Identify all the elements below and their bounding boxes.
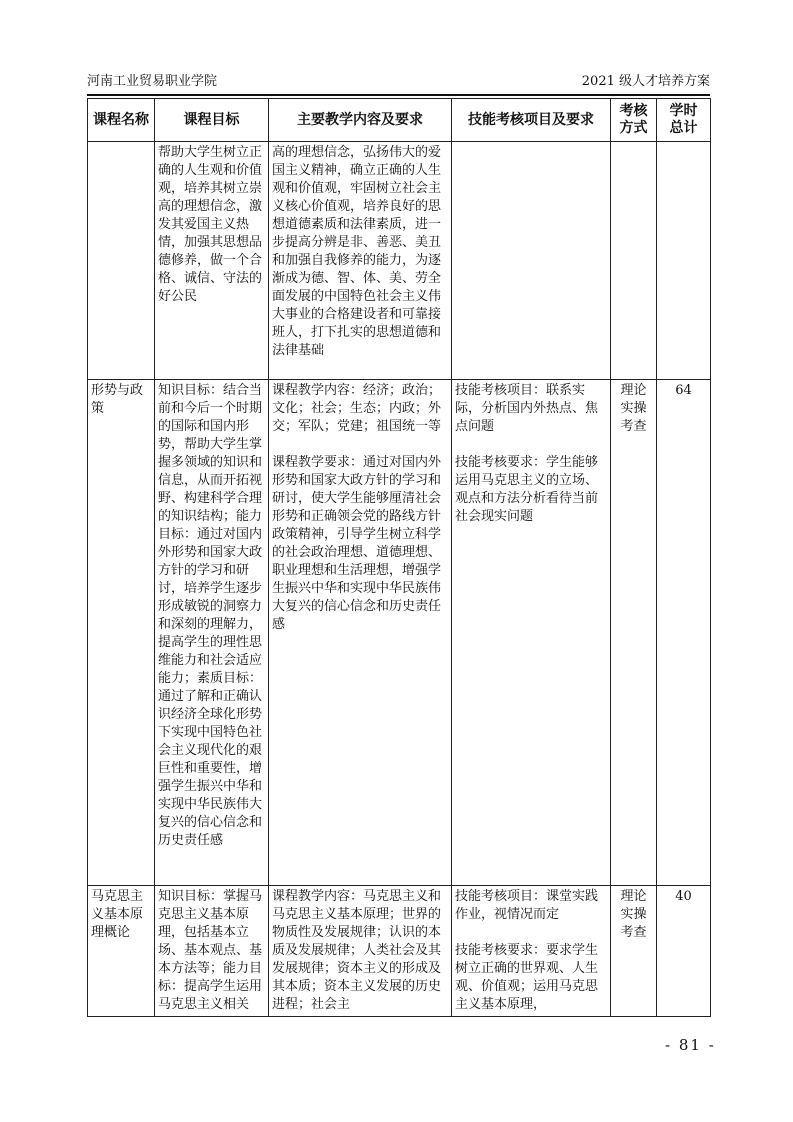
course-name (88, 142, 155, 380)
course-skill: 技能考核项目：课堂实践作业，视情况而定 技能考核要求：要求学生树立正确的世界观、人生观、价值观；运用马克思主义基本原理， (452, 886, 611, 1017)
col-header-content: 主要教学内容及要求 (269, 99, 452, 142)
course-goal: 知识目标：掌握马克思主义基本原理，包括基本立场、基本观点、基本方法等；能力目标：提高学生运用马克思主义相关 (155, 886, 269, 1017)
course-goal: 帮助大学生树立正确的人生观和价值观，培养其树立崇高的理想信念，激发其爱国主义热情，加强其思想品德修养，做一个合格、诚信、守法的好公民 (155, 142, 269, 380)
table-row (88, 380, 711, 886)
col-header-exam: 考核 方式 (611, 99, 657, 142)
course-content: 高的理想信念，弘扬伟大的爱国主义精神，确立正确的人生观和价值观，牢固树立社会主义核心价值观，培养良好的思想道德素质和法律素质，进一步提高分辨是非、善恶、美丑和加强自我修养的能力，为逐渐成为德、智、体、美、劳全面发展的中国特色社会主义伟大事业的合格建设者和可靠接班人，打下扎实的思想道德和法律基础 (269, 142, 452, 380)
page-header (87, 72, 710, 92)
course-hours: 40 (657, 886, 711, 1017)
plan-title: 2021 级人才培养方案 (581, 74, 710, 89)
course-skill (452, 142, 611, 380)
course-name: 马克思主义基本原理概论 (88, 886, 155, 1017)
table-row (88, 886, 711, 1017)
course-hours: 64 (657, 380, 711, 886)
page-number: - 81 - (665, 1036, 716, 1054)
course-content: 课程教学内容：马克思主义和马克思主义基本原理；世界的物质性及发展规律；认识的本质及发展规律；人类社会及其发展规律；资本主义的形成及其本质；资本主义发展的历史进程；社会主 (269, 886, 452, 1017)
course-content: 课程教学内容：经济；政治；文化；社会；生态；内政；外交；军队；党建；祖国统一等 课程教学要求：通过对国内外形势和国家大政方针的学习和研讨，使大学生能够厘清社会形势和正确领会党的路线方针政策精神，引导学生树立科学的社会政治理想、道德理想、职业理想和生活理想，增强学生振兴中华和实现中华民族伟大复兴的信心信念和历史责任感 (269, 380, 452, 886)
course-exam: 理论 实操 考查 (611, 886, 657, 1017)
course-goal: 知识目标：结合当前和今后一个时期的国际和国内形势，帮助大学生掌握多领域的知识和信息，从而开拓视野、构建科学合理的知识结构；能力目标：通过对国内外形势和国家大政方针的学习和研讨，培养学生逐步形成敏锐的洞察力和深刻的理解力，提高学生的理性思维能力和社会适应能力；素质目标：通过了解和正确认识经济全球化形势下实现中国特色社会主义现代化的艰巨性和重要性，增强学生振兴中华和实现中华民族伟大复兴的信心信念和历史责任感 (155, 380, 269, 886)
col-header-goal: 课程目标 (155, 99, 269, 142)
school-name: 河南工业贸易职业学院 (87, 74, 218, 89)
course-exam (611, 142, 657, 380)
table-row (88, 142, 711, 380)
course-name: 形势与政策 (88, 380, 155, 886)
course-hours (657, 142, 711, 380)
header-rule (87, 94, 710, 96)
curriculum-table (87, 98, 711, 1017)
table-header-row (88, 99, 711, 142)
col-header-skill: 技能考核项目及要求 (452, 99, 611, 142)
col-header-hours: 学时 总计 (657, 99, 711, 142)
course-skill: 技能考核项目：联系实际，分析国内外热点、焦点问题 技能考核要求：学生能够运用马克思主义的立场、观点和方法分析看待当前社会现实问题 (452, 380, 611, 886)
col-header-name: 课程名称 (88, 99, 155, 142)
course-exam: 理论 实操 考查 (611, 380, 657, 886)
